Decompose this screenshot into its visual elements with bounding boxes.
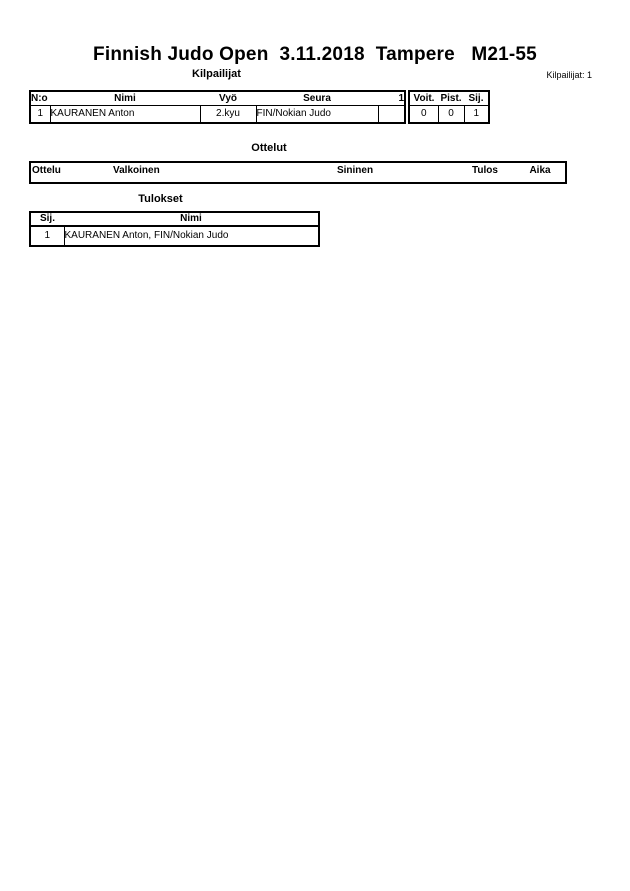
col-header-result-nimi: Nimi: [64, 212, 319, 226]
cell-sij: 1: [464, 106, 489, 124]
col-header-aika: Aika: [529, 165, 551, 176]
cell-nro: 1: [37, 108, 44, 119]
cell-pool: [378, 106, 405, 124]
results-header-row: [30, 212, 319, 226]
col-header-vyo: Vyö: [200, 91, 256, 106]
competitors-table: [29, 90, 406, 124]
cell-vyo: 2.kyu: [200, 106, 256, 124]
cell-seura: FIN/Nokian Judo: [256, 106, 378, 124]
result-row: [30, 226, 319, 246]
competitor-stats-table: [408, 90, 490, 124]
cell-nimi: KAURANEN Anton: [50, 106, 200, 124]
col-header-seura: Seura: [256, 91, 378, 106]
section-heading-tulokset: Tulokset: [138, 193, 183, 205]
col-header-sij: Sij.: [464, 91, 489, 106]
stats-row: [409, 106, 489, 124]
cell-pist: 0: [438, 106, 464, 124]
col-header-ottelu: Ottelu: [32, 165, 61, 176]
col-header-result-sij: Sij.: [30, 212, 64, 226]
col-header-tulos: Tulos: [472, 165, 498, 176]
page-title: Finnish Judo Open 3.11.2018 Tampere M21-55: [93, 44, 537, 65]
section-heading-ottelut: Ottelut: [251, 142, 287, 154]
col-header-nimi: Nimi: [50, 91, 200, 106]
col-header-pist: Pist.: [438, 91, 464, 106]
col-header-voit: Voit.: [409, 91, 438, 106]
col-header-sininen: Sininen: [336, 165, 374, 176]
kilpailijat-count: Kilpailijat: 1: [546, 70, 592, 80]
col-header-valkoinen: Valkoinen: [113, 165, 160, 176]
competitors-header-row: [30, 91, 405, 106]
competitor-row: [30, 106, 405, 124]
col-header-nro: N:o: [30, 91, 50, 106]
stats-header-row: [409, 91, 489, 106]
col-header-pool: 1: [378, 91, 405, 106]
cell-voit: 0: [420, 108, 427, 119]
cell-result-sij: 1: [44, 230, 51, 241]
cell-result-nimi: KAURANEN Anton, FIN/Nokian Judo: [64, 226, 319, 246]
section-heading-kilpailijat: Kilpailijat: [192, 68, 241, 80]
matches-header-bar: [29, 161, 567, 184]
results-table: [29, 211, 320, 247]
